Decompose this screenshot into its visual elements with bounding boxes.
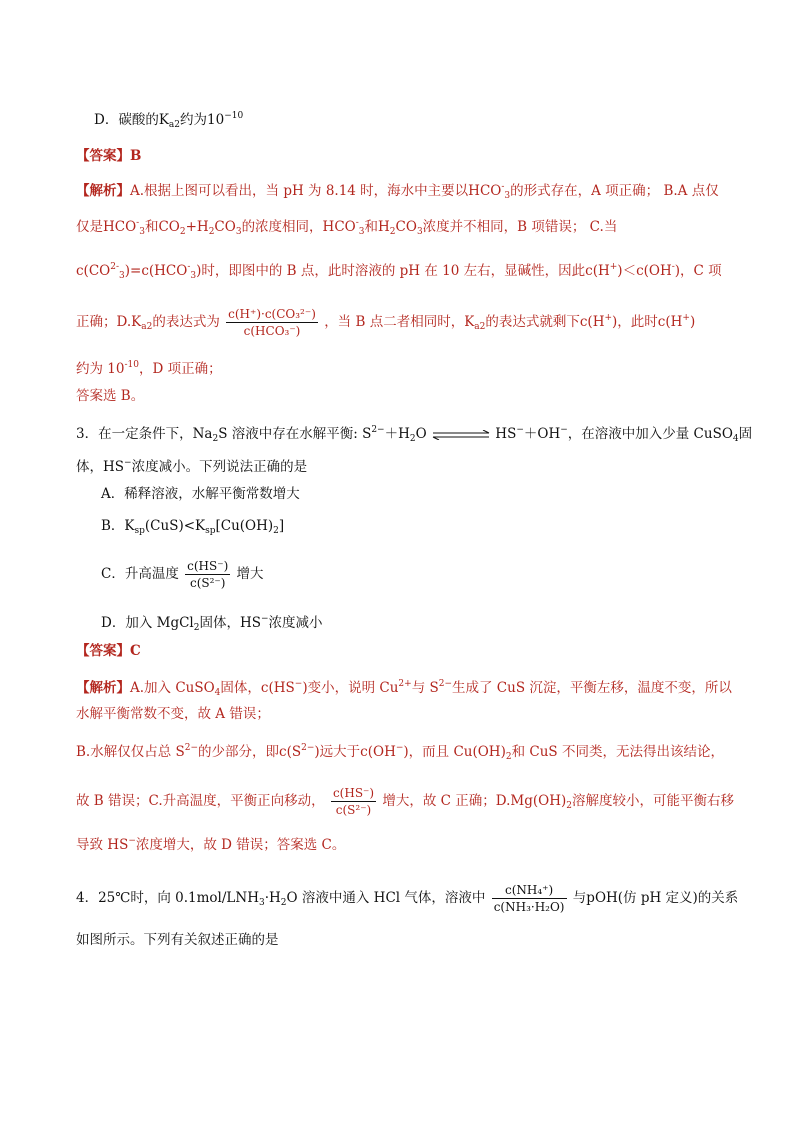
q2-answer: 【答案】B [76, 148, 142, 164]
q2-analysis-line-1: 【解析】A.根据上图可以看出，当 pH 为 8.14 时，海水中主要以$HCO^-_3$的形式存在，A 项正确； B.A 点仅 [76, 182, 719, 201]
q3-analysis-line-5: 导致 HS−浓度增大，故 D 错误；答案选 C。 [76, 836, 346, 853]
q3-option-c-ratio: $\frac{c(HS^-)}{\text{c(S²⁻)}}$ [187, 559, 229, 590]
q4-ratio: $\frac{\text{c(NH₄⁺)}}{\text{c(NH₃·H₂O)}}$ [493, 883, 565, 914]
q3-option-b: B．$K_{sp}(CuS)<K_{sp}[Cu(OH)_2]$ [101, 518, 285, 536]
q2-final-answer: 答案选 B。 [76, 388, 145, 404]
q3-option-a: A．稀释溶液，水解平衡常数增大 [101, 486, 300, 502]
q4-stem-line-2: 如图所示。下列有关叙述正确的是 [76, 932, 279, 948]
q2-analysis-line-5: 约为 $10^{-10}$，D 项正确； [76, 360, 222, 377]
q3-analysis-line-1: 【解析】A.加入 CuSO$_4$固体，c(HS−)变小，说明 $Cu^{2+}$与 $S^{2-}$生成了 CuS 沉淀，平衡左移，温度不变，所以 [76, 679, 732, 698]
q3-analysis-ratio: $\frac{c(HS^-)}{\text{c(S²⁻)}}$ [332, 786, 375, 817]
q3-answer: 【答案】C [76, 643, 141, 659]
q3-analysis-line-2: 水解平衡常数不变，故 A 错误； [76, 706, 270, 722]
q2-analysis-line-4: 正确；$D.K_{a2}$的表达式为 $\frac{\text{c(H⁺)·c(CO₃²⁻)}}{\text{c(HCO₃⁻)}}$ ，当 B 点二者相同时，$K_{a2}$的表达式就剩下c(H+)，此时c(H+) [76, 307, 696, 338]
q2-option-d: D．碳酸的$K_{a2}$约为$10^{-10}$ [94, 111, 244, 130]
q2-ka2-expression: $\frac{\text{c(H⁺)·c(CO₃²⁻)}}{\text{c(HCO₃⁻)}}$ [228, 307, 316, 338]
q4-stem-line-1: 4．25℃时，向 $0.1mol/LNH_3\cdot H_2O$ 溶液中通入 HCl 气体，溶液中 $\frac{\text{c(NH₄⁺)}}{\text{c(NH₃·H₂O)}}$ 与pOH(仿 pH 定义)的关系 [76, 883, 739, 914]
q3-option-c: C．升高温度 $\frac{c(HS^-)}{\text{c(S²⁻)}}$ 增大 [101, 559, 264, 590]
q3-option-d: D．加入 MgCl$_2$固体，HS−浓度减小 [101, 614, 323, 633]
q2-analysis-line-3: $c(CO^{2-}_3)=c(HCO^-_3)$时，即图中的 B 点，此时溶液的 pH 在 10 左右，显碱性，因此c(H+)＜c(OH-)，C 项 [76, 262, 722, 281]
equilibrium-arrow-icon [431, 430, 491, 440]
q3-stem-line-1: 3．在一定条件下，$Na_2S$ 溶液中存在水解平衡: $S^{2-}+H_2O$ HS−＋OH−，在溶液中加入少量 CuSO$_4$固 [76, 425, 753, 444]
q2-analysis-line-2: 仅是$HCO^-_3$和$CO_2+H_2CO_3$的浓度相同，$HCO^-_3$和$H_2CO_3$浓度并不相同，B 项错误； C.当 [76, 218, 618, 237]
q3-analysis-line-3: B.水解仅仅占总 $S^{2-}$的少部分，即$c(S^{2-})$远大于c(OH−)，而且 $Cu(OH)_2$和 CuS 不同类，无法得出该结论， [76, 743, 724, 762]
q3-stem-line-2: 体，HS−浓度减小。下列说法正确的是 [76, 458, 308, 475]
q3-analysis-line-4: 故 B 错误；C.升高温度，平衡正向移动， $\frac{c(HS^-)}{\text{c(S²⁻)}}$ 增大，故 C 正确；$D.Mg(OH)_2$溶解度较小，可能平衡右移 [76, 786, 734, 817]
